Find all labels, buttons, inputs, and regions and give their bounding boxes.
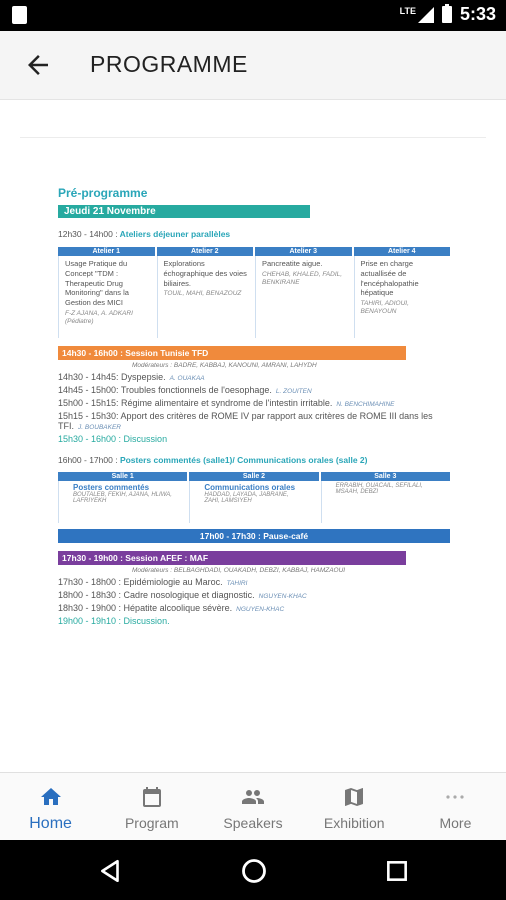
app-bar xyxy=(0,31,506,100)
status-bar xyxy=(0,0,506,31)
atelier-names: F-Z AJANA, A. ADKARI (Pédiatre) xyxy=(65,309,133,326)
doc-heading: Pré-programme xyxy=(58,186,148,200)
session-item xyxy=(58,385,450,395)
ateliers-grid xyxy=(58,247,450,338)
session-moderators: Modérateurs : BELBAGHDADI, OUAKADH, DEBZI, KABBAJ, HAMZAOUI xyxy=(132,567,346,574)
session-item xyxy=(58,577,450,587)
salle-cell xyxy=(58,481,187,523)
session-item xyxy=(58,372,450,382)
session-item xyxy=(58,398,450,408)
salle-title: Communications orales xyxy=(204,483,296,492)
system-nav-bar xyxy=(0,840,506,900)
salle-cell xyxy=(321,481,450,523)
posters-line xyxy=(58,455,450,465)
tab-exhibition[interactable] xyxy=(304,773,405,841)
session-item-text: 14h45 - 15h00: Troubles fonctionnels de l'oesophage. xyxy=(58,385,272,395)
day-band: Jeudi 21 Novembre xyxy=(58,205,310,218)
programme-content[interactable] xyxy=(0,100,506,772)
salle-head: Salle 2 xyxy=(189,472,318,481)
page-title: PROGRAMME xyxy=(90,51,248,77)
session-afef-band: 17h30 - 19h00 : Session AFEF : MAF xyxy=(58,551,406,565)
session-item-text: 18h00 - 18h30 : Cadre nosologique et diagnostic. xyxy=(58,590,255,600)
atelier-names: TAHIRI, ADIOUI, BENAYOUN xyxy=(360,300,409,316)
signal-icon xyxy=(418,7,434,23)
calendar-icon xyxy=(140,785,164,809)
tab-label: Speakers xyxy=(223,815,283,831)
speaker-name: TAHIRI xyxy=(226,580,248,587)
tab-home[interactable] xyxy=(0,773,101,841)
session-item-text: 15h00 - 15h15: Régime alimentaire et syndrome de l'intestin irritable. xyxy=(58,398,333,408)
ateliers-title: Ateliers déjeuner parallèles xyxy=(119,229,231,239)
programme-document xyxy=(58,186,450,626)
atelier-body: Pancreatite aigue. xyxy=(262,259,323,268)
tab-program[interactable] xyxy=(101,773,202,841)
battery-icon xyxy=(442,6,452,23)
back-triangle-icon[interactable] xyxy=(98,858,124,884)
speaker-name: NGUYEN-KHAC xyxy=(236,606,285,613)
recents-square-icon[interactable] xyxy=(384,858,410,884)
bottom-navigation xyxy=(0,772,506,841)
posters-title: Posters commentés (salle1)/ Communications orales (salle 2) xyxy=(119,455,368,465)
session-item xyxy=(58,603,450,613)
salle-names: ERRABIH, OUACAIL, SEFILALI, MSAAH, DEBZI xyxy=(335,483,423,495)
session-discussion: 19h00 - 19h10 : Discussion. xyxy=(58,616,170,626)
map-icon xyxy=(342,785,366,809)
atelier-col xyxy=(255,247,352,338)
speaker-name: J. BOUBAKER xyxy=(78,424,121,431)
ateliers-line xyxy=(58,229,450,239)
salle-cell xyxy=(189,481,318,523)
atelier-cell xyxy=(255,256,352,338)
network-label: LTE xyxy=(399,5,416,16)
atelier-cell xyxy=(58,256,155,338)
atelier-col xyxy=(354,247,451,338)
home-icon xyxy=(38,785,64,809)
speaker-name: NGUYEN-KHAC xyxy=(258,593,307,600)
back-arrow-icon[interactable] xyxy=(22,50,54,80)
salle-col xyxy=(58,472,187,523)
session-item-text: 17h30 - 18h00 : Epidémiologie au Maroc. xyxy=(58,577,223,587)
pause-band: 17h00 - 17h30 : Pause-café xyxy=(58,529,450,543)
atelier-names: CHEHAB, KHALED, FADIL, BENKIRANE xyxy=(262,270,343,287)
atelier-col xyxy=(58,247,155,338)
atelier-head: Atelier 3 xyxy=(255,247,352,256)
speaker-name: L. ZOUITEN xyxy=(275,388,312,395)
salle-names: BOUTALEB, FEKIH, AJANA, HLIWA, LAFRIYEKH xyxy=(73,492,172,504)
salle-col xyxy=(189,472,318,523)
tab-speakers[interactable] xyxy=(202,773,303,841)
atelier-body: Prise en charge actuallisée de l'encéphalopathie hépatique xyxy=(360,259,419,298)
tab-label: Program xyxy=(124,815,179,831)
atelier-body: Usage Pratique du Concept "TDM : Therapeutic Drug Monitoring" dans la Gestion des MICI xyxy=(65,259,129,307)
tab-label: More xyxy=(439,815,472,831)
session-item xyxy=(58,411,450,431)
atelier-head: Atelier 4 xyxy=(354,247,451,256)
atelier-names: TOUIL, MAHI, BENAZOUZ xyxy=(163,290,242,298)
tab-label: Home xyxy=(29,815,72,832)
atelier-cell xyxy=(354,256,451,338)
speaker-name: A. OUAKAA xyxy=(169,375,205,382)
clock: 5:33 xyxy=(459,4,496,24)
atelier-head: Atelier 1 xyxy=(58,247,155,256)
session-moderators: Modérateurs : BADRE, KABBAJ, KANOUNI, AMRANI, LAHYDH xyxy=(132,362,317,369)
atelier-cell xyxy=(157,256,254,338)
session-item-text: 15h15 - 15h30: Apport des critères de ROME IV par rapport aux critères de ROME III dans les TFI. xyxy=(58,411,433,431)
salle-head: Salle 3 xyxy=(321,472,450,481)
atelier-head: Atelier 2 xyxy=(157,247,254,256)
atelier-body: Explorations échographique des voies biliaires. xyxy=(163,259,247,288)
divider xyxy=(20,137,486,138)
sd-card-icon xyxy=(12,6,27,24)
atelier-col xyxy=(157,247,254,338)
salle-head: Salle 1 xyxy=(58,472,187,481)
salle-col xyxy=(321,472,450,523)
people-icon xyxy=(240,785,266,809)
session-item-text: 14h30 - 14h45: Dyspepsie. xyxy=(58,372,166,382)
tab-more[interactable] xyxy=(405,773,506,841)
salles-grid xyxy=(58,472,450,523)
session-discussion: 15h30 - 16h00 : Discussion xyxy=(58,434,168,444)
session-item xyxy=(58,590,450,600)
ateliers-time: 12h30 - 14h00 : xyxy=(58,229,118,239)
posters-time: 16h00 - 17h00 : xyxy=(58,455,118,465)
more-icon xyxy=(443,785,467,809)
salle-names: HADDAD, LAYADA, JABRANE, ZAHI, LAMSIYEH xyxy=(204,492,289,504)
speaker-name: N. BENCHIMAHINE xyxy=(336,401,395,408)
salle-title: Posters commentés xyxy=(73,483,150,492)
tab-label: Exhibition xyxy=(323,815,385,831)
session-tunisie-band: 14h30 - 16h00 : Session Tunisie TFD xyxy=(58,346,406,360)
session-item-text: 18h30 - 19h00 : Hépatite alcoolique sévère. xyxy=(58,603,233,613)
home-circle-icon[interactable] xyxy=(240,857,268,885)
